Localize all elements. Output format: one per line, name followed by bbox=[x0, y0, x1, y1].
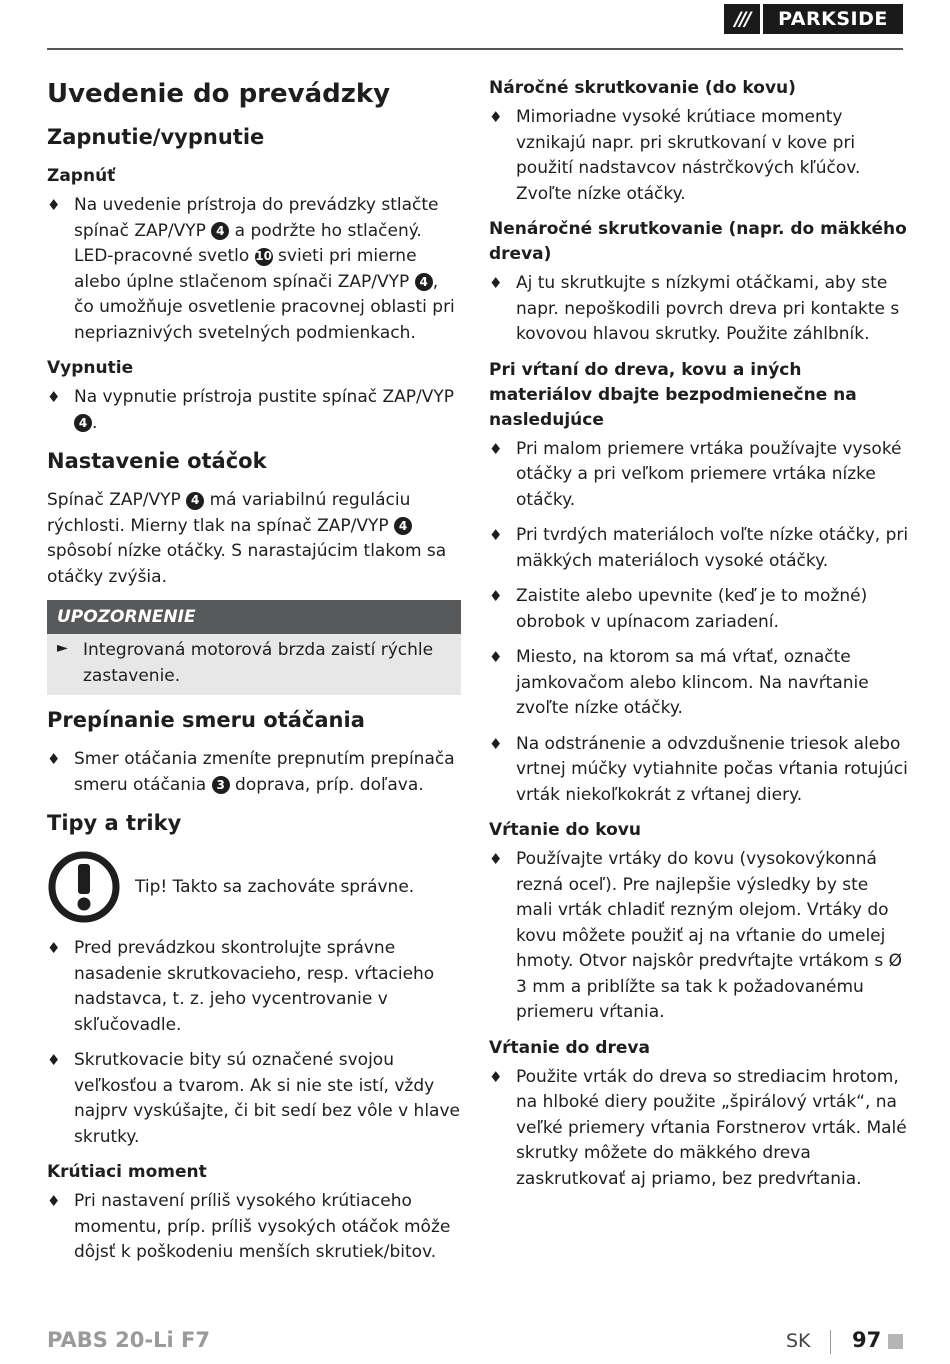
number-badge-10: 10 bbox=[255, 248, 273, 266]
section-title-direction: Prepínanie smeru otáčania bbox=[47, 708, 365, 732]
number-badge-4: 4 bbox=[415, 273, 433, 291]
left-column bbox=[47, 70, 461, 1276]
list-item: ♦ Mimoriadne vysoké krútiace momenty vznikajú napr. pri skrutkovaní v kove pri použití nadstavcov nástrčkových kľúčov. Zvoľte nízke otáčky. bbox=[489, 105, 909, 207]
list-item: ♦ Miesto, na ktorom sa má vŕtať, označte jamkovačom alebo klincom. Na navŕtanie zvoľte nízke otáčky. bbox=[489, 645, 909, 722]
right-column bbox=[489, 76, 909, 1202]
hard-screwing-list bbox=[489, 105, 909, 207]
footer-square-icon bbox=[888, 1334, 903, 1349]
section-title-speed: Nastavenie otáčok bbox=[47, 449, 267, 473]
number-badge-3: 3 bbox=[212, 776, 230, 794]
parkside-logo bbox=[724, 4, 903, 34]
tips-list bbox=[47, 936, 461, 1150]
tip-row bbox=[47, 850, 461, 924]
switch-off-list bbox=[47, 385, 461, 436]
wood-drilling-list bbox=[489, 1065, 909, 1193]
subheading-soft-screwing: Nenáročné skrutkovanie (napr. do mäkkého dreva) bbox=[489, 219, 907, 264]
page-title: Uvedenie do prevádzky bbox=[47, 79, 391, 109]
torque-list bbox=[47, 1189, 461, 1266]
soft-screwing-list bbox=[489, 271, 909, 348]
list-item: ♦ Zaistite alebo upevnite (keď je to možné) obrobok v upínacom zariadení. bbox=[489, 584, 909, 635]
list-item: ♦ Aj tu skrutkujte s nízkymi otáčkami, aby ste napr. nepoškodili povrch dreva pri kontakte s kovovou hlavou skrutky. Použite záhlbník. bbox=[489, 271, 909, 348]
notice-title: UPOZORNENIE bbox=[47, 600, 461, 634]
list-item: ♦ Pred prevádzkou skontrolujte správne nasadenie skrutkovacieho, resp. vŕtacieho nadstavca, t. z. jeho vycentrovanie v skľučovadle. bbox=[47, 936, 461, 1038]
subheading-metal-drilling: Vŕtanie do kovu bbox=[489, 820, 641, 840]
subheading-switch-off: Vypnutie bbox=[47, 358, 134, 378]
list-item: ♦ Smer otáčania zmeníte prepnutím prepínača smeru otáčania 3 doprava, príp. doľava. bbox=[47, 747, 461, 798]
drilling-list bbox=[489, 437, 909, 809]
list-item: ♦ Na odstránenie a odvzdušnenie triesok alebo vrtnej múčky vytiahnite počas vŕtania rotujúci vrták niekoľkokrát z vŕtanej diery. bbox=[489, 732, 909, 809]
list-item: ♦ Skrutkovacie bity sú označené svojou veľkosťou a tvarom. Ak si nie ste istí, vždy najprv vyskúšajte, či bit sedí bez vôle v hlave skrutky. bbox=[47, 1048, 461, 1150]
logo-text: PARKSIDE bbox=[760, 4, 903, 34]
subheading-torque: Krútiaci moment bbox=[47, 1162, 207, 1182]
header-rule bbox=[47, 48, 903, 50]
notice-text: Integrovaná motorová brzda zaistí rýchle zastavenie. bbox=[83, 640, 434, 686]
section-title-tips: Tipy a triky bbox=[47, 811, 182, 835]
list-item: ♦ Na vypnutie prístroja pustite spínač ZAP/VYP 4 . bbox=[47, 385, 461, 436]
page-number: 97 bbox=[852, 1328, 882, 1352]
list-item: ♦ Pri nastavení príliš vysokého krútiaceho momentu, príp. príliš vysokých otáčok môže dôjsť k poškodeniu menších skrutiek/bitov. bbox=[47, 1189, 461, 1266]
subheading-drilling: Pri vŕtaní do dreva, kovu a iných materiálov dbajte bezpodmienečne na nasledujúce bbox=[489, 359, 857, 430]
number-badge-4: 4 bbox=[394, 517, 412, 535]
tip-text: Tip! Takto sa zachováte správne. bbox=[135, 877, 415, 897]
footer-separator bbox=[830, 1330, 831, 1354]
number-badge-4: 4 bbox=[186, 492, 204, 510]
subheading-hard-screwing: Náročné skrutkovanie (do kovu) bbox=[489, 78, 796, 98]
list-item: ♦ Použite vrták do dreva so strediacim hrotom, na hlboké diery použite „špirálový vrták“, na veľké priemery vŕtania Forstnerov vrták. Malé skrutky môžete do mäkkého dreva zaskrutkovať aj priamo, bez predvŕtania. bbox=[489, 1065, 909, 1193]
logo-slashes: /// bbox=[734, 8, 750, 30]
switch-on-list bbox=[47, 193, 461, 346]
direction-list bbox=[47, 747, 461, 798]
list-item: ♦ Pri malom priemere vrtáka používajte vysoké otáčky a pri veľkom priemere vrtáka nízke otáčky. bbox=[489, 437, 909, 514]
footer-model-name: PABS 20-Li F7 bbox=[47, 1328, 210, 1352]
list-item: ♦ Na uvedenie prístroja do prevádzky stlačte spínač ZAP/VYP 4 a podržte ho stlačený. LED-pracovné svetlo 10 svieti pri mierne alebo úplne stlačenom spínači ZAP/VYP 4 , čo umožňuje osvetlenie pracovnej oblasti pri nepriaznivých svetelných podmienkach. bbox=[47, 193, 461, 346]
section-title-on-off: Zapnutie/vypnutie bbox=[47, 125, 265, 149]
number-badge-4: 4 bbox=[211, 222, 229, 240]
arrow-right-icon: ► bbox=[57, 640, 68, 656]
list-item: ♦ Pri tvrdých materiáloch voľte nízke otáčky, pri mäkkých materiáloch vysoké otáčky. bbox=[489, 523, 909, 574]
exclamation-circle-icon bbox=[47, 850, 121, 924]
notice-box bbox=[47, 600, 461, 695]
notice-body bbox=[47, 634, 461, 695]
footer-language: SK bbox=[786, 1330, 811, 1352]
metal-drilling-list bbox=[489, 847, 909, 1026]
subheading-switch-on: Zapnúť bbox=[47, 166, 116, 186]
list-item: ♦ Používajte vrtáky do kovu (vysokovýkonná rezná oceľ). Pre najlepšie výsledky by ste mali vrták chladiť rezným olejom. Vrtáky do kovu môžete použiť aj na vŕtanie do umelej hmoty. Otvor najskôr predvŕtajte vrtákom s Ø 3 mm a priblížte sa tak k požadovanému priemeru vŕtania. bbox=[489, 847, 909, 1026]
speed-paragraph: Spínač ZAP/VYP 4 má variabilnú reguláciu rýchlosti. Mierny tlak na spínač ZAP/VYP 4 spôsobí nízke otáčky. S narastajúcim tlakom sa otáčky zvýšia. bbox=[47, 490, 447, 587]
number-badge-4: 4 bbox=[74, 414, 92, 432]
subheading-wood-drilling: Vŕtanie do dreva bbox=[489, 1037, 650, 1058]
